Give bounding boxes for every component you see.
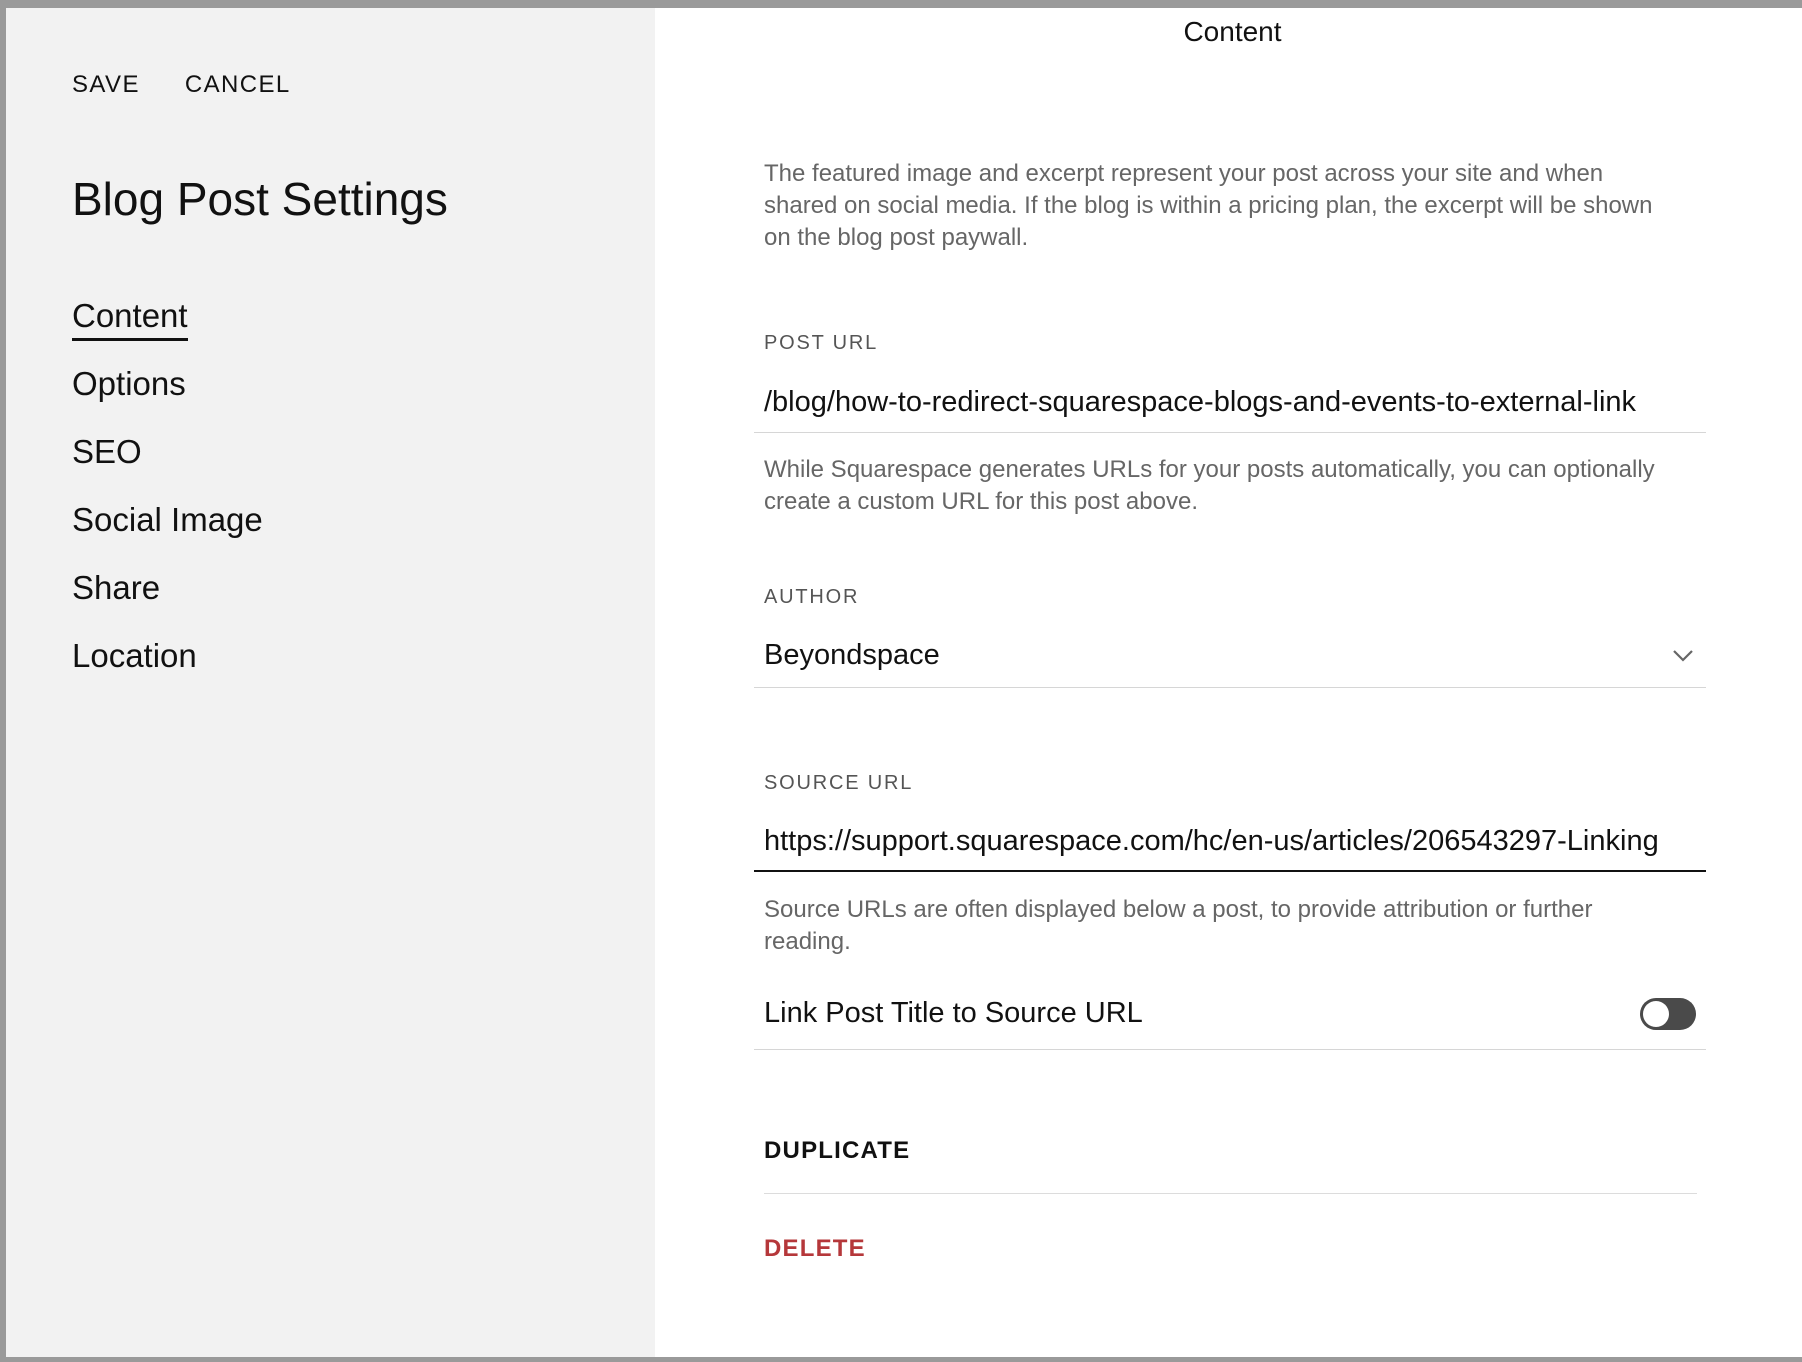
nav-item-options[interactable] (72, 364, 263, 432)
content-panel (655, 8, 1802, 1357)
source-url-input[interactable] (754, 812, 1706, 872)
link-title-toggle-label: Link Post Title to Source URL (764, 997, 1143, 1029)
divider (764, 1193, 1697, 1194)
settings-sidebar (6, 8, 655, 1357)
nav-item-location[interactable] (72, 636, 263, 704)
author-label: AUTHOR (764, 586, 860, 608)
source-url-help: Source URLs are often displayed below a post, to provide attribution or further reading. (764, 896, 1593, 955)
post-url-input[interactable] (754, 373, 1706, 433)
settings-title: Blog Post Settings (72, 173, 448, 225)
top-actions (72, 71, 291, 99)
nav-item-label: Social Image (72, 501, 263, 538)
nav-item-label: SEO (72, 433, 142, 470)
author-select[interactable] (754, 624, 1706, 688)
delete-button[interactable]: DELETE (764, 1235, 866, 1262)
panel-title: Content (1183, 16, 1282, 47)
post-url-label: POST URL (764, 332, 879, 354)
cancel-button[interactable]: CANCEL (184, 71, 291, 98)
nav-item-label: Location (72, 637, 197, 674)
content-description: The featured image and excerpt represent your post across your site and when shared on social media. If the blog is within a pricing plan, the excerpt will be shown on the blog post paywall. (764, 160, 1653, 251)
nav-item-content[interactable] (72, 296, 263, 364)
author-value: Beyondspace (764, 639, 940, 671)
nav-item-label: Options (72, 365, 186, 402)
source-url-label: SOURCE URL (764, 772, 914, 794)
chevron-down-icon (1670, 643, 1696, 669)
nav-item-label: Content (72, 296, 188, 341)
link-title-toggle[interactable] (1640, 998, 1696, 1030)
duplicate-button[interactable]: DUPLICATE (764, 1137, 911, 1164)
settings-nav (72, 296, 263, 704)
nav-item-share[interactable] (72, 568, 263, 636)
toggle-knob (1643, 1001, 1669, 1027)
nav-item-social-image[interactable] (72, 500, 263, 568)
blog-post-settings-dialog (6, 8, 1802, 1357)
link-title-toggle-row (754, 978, 1706, 1050)
post-url-help: While Squarespace generates URLs for your posts automatically, you can optionally create a custom URL for this post above. (764, 456, 1655, 515)
nav-item-seo[interactable] (72, 432, 263, 500)
nav-item-label: Share (72, 569, 161, 606)
save-button[interactable]: SAVE (72, 71, 140, 98)
